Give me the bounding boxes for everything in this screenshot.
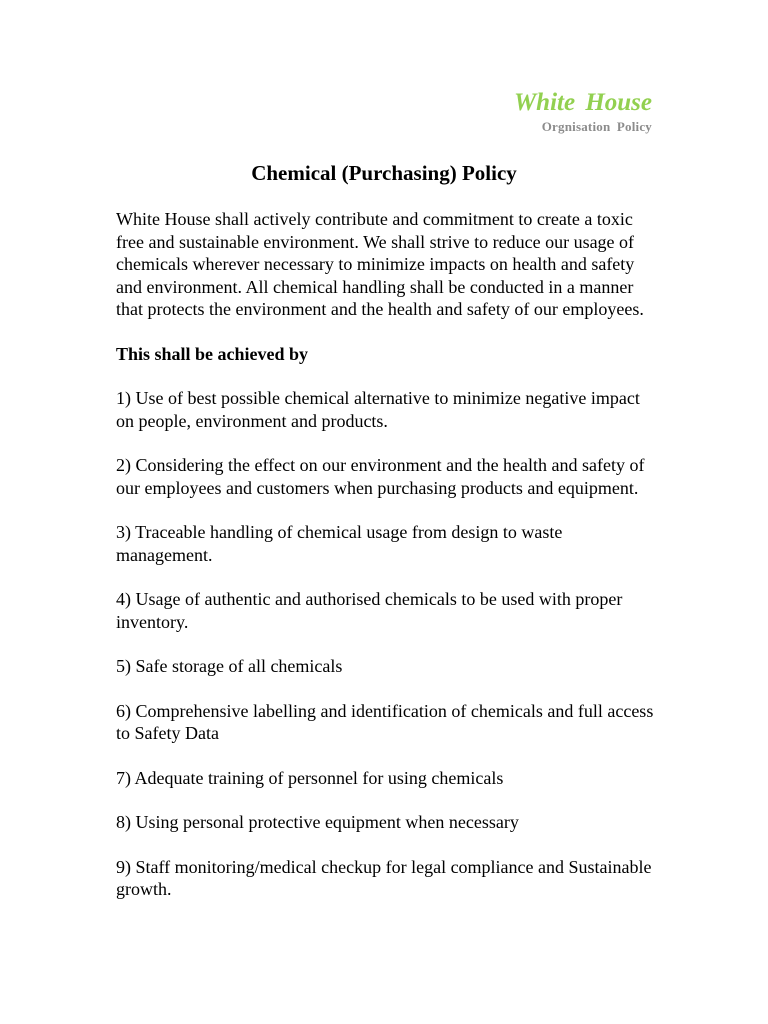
- policy-item-2: 2) Considering the effect on our environment and the health and safety of our employees and customers when purchasing products and equipment.: [116, 455, 645, 498]
- organisation-name: White House: [513, 89, 652, 116]
- document-header: [514, 88, 652, 136]
- policy-item-8: 8) Using personal protective equipment when necessary: [116, 812, 519, 832]
- policy-item-list: [116, 387, 656, 901]
- intro-paragraph: White House shall actively contribute and commitment to create a toxic free and sustainable environment. We shall strive to reduce our usage of chemicals wherever necessary to minimize impacts on health and safety and environment. All chemical handling shall be conducted in a manner that protects the environment and the health and safety of our employees.: [116, 209, 644, 319]
- policy-item-7: 7) Adequate training of personnel for using chemicals: [116, 767, 504, 788]
- policy-item-4: 4) Usage of authentic and authorised chemicals to be used with proper inventory.: [116, 589, 623, 632]
- policy-item-5: 5) Safe storage of all chemicals: [116, 656, 343, 676]
- policy-item-6: 6) Comprehensive labelling and identification of chemicals and full access to Safety Data: [116, 700, 654, 743]
- policy-item-9: 9) Staff monitoring/medical checkup for legal compliance and Sustainable growth.: [116, 856, 652, 899]
- document-body: [116, 208, 656, 923]
- policy-item-1: 1) Use of best possible chemical alternative to minimize negative impact on people, environment and products.: [116, 388, 640, 431]
- section-heading: This shall be achieved by: [116, 343, 309, 364]
- policy-item-3: 3) Traceable handling of chemical usage from design to waste management.: [116, 522, 563, 565]
- document-title: Chemical (Purchasing) Policy: [251, 161, 517, 185]
- organisation-subtitle: Orgnisation Policy: [541, 119, 652, 134]
